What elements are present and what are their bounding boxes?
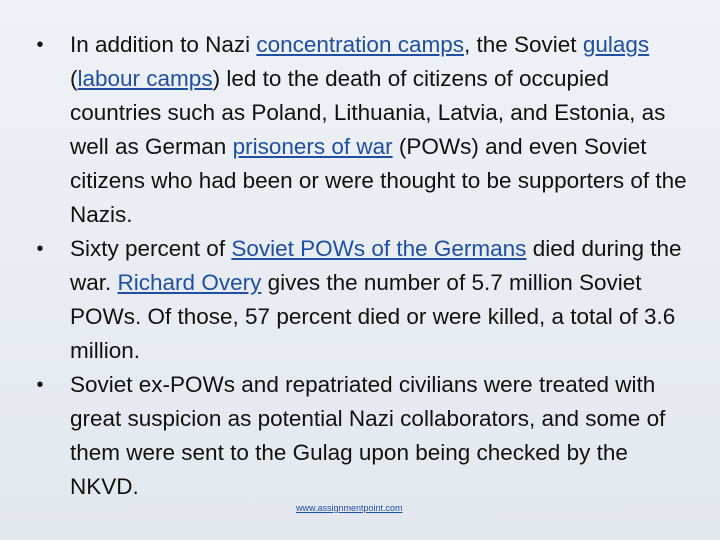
bullet-item	[26, 368, 690, 504]
text-segment: Sixty percent of	[70, 236, 232, 261]
text-segment: , the Soviet	[463, 32, 583, 57]
bullet-item	[26, 28, 690, 232]
text-segment: Soviet ex-POWs and repatriated civilians were treated with great suspicion as potential Nazi collaborators, and some of them were sent to the Gulag upon being checked by the NKVD.	[70, 372, 666, 499]
bullet-text	[70, 32, 687, 227]
bullet-item	[26, 232, 690, 368]
link-prisoners-of-war[interactable]: prisoners of war	[232, 134, 393, 159]
link-gulags[interactable]: gulags	[582, 32, 650, 57]
footer-link[interactable]: www.assignmentpoint.com	[296, 503, 403, 513]
bullet-list	[0, 28, 690, 504]
text-segment: ) led to the death of citizens of occupied countries such as Poland, Lithuania, Latvia, and Estonia, as well as German	[70, 66, 666, 159]
link-concentration-camps[interactable]: concentration camps	[256, 32, 464, 57]
bullet-text	[70, 372, 665, 499]
text-segment: (	[70, 66, 78, 91]
link-richard-overy[interactable]: Richard Overy	[117, 270, 262, 295]
bullet-dot-icon: •	[36, 374, 44, 396]
text-segment: (POWs) and even Soviet citizens who had been or were thought to be supporters of the Nazis.	[70, 134, 687, 227]
bullet-dot-icon: •	[36, 238, 44, 260]
bullet-dot-icon: •	[36, 34, 44, 56]
link-labour-camps[interactable]: labour camps	[77, 66, 213, 91]
text-segment: gives the number of 5.7 million Soviet POWs. Of those, 57 percent died or were killed, a total of 3.6 million.	[70, 270, 676, 363]
text-segment: In addition to Nazi	[70, 32, 257, 57]
bullet-text	[70, 236, 682, 363]
link-soviet-pows[interactable]: Soviet POWs of the Germans	[231, 236, 527, 261]
text-segment: died during the war.	[70, 236, 682, 295]
